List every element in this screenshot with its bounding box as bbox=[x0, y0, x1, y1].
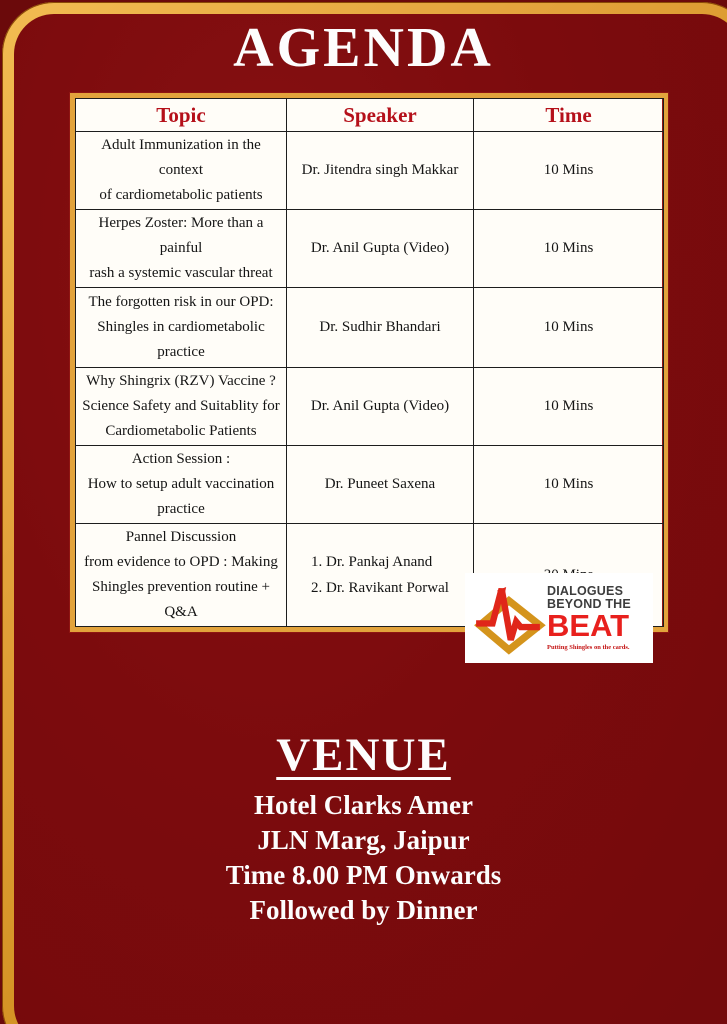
time-cell: 10 Mins bbox=[474, 446, 664, 524]
table-row bbox=[76, 132, 664, 210]
time-cell: 10 Mins bbox=[474, 210, 664, 288]
page-title: AGENDA bbox=[233, 17, 494, 79]
time-cell: 10 Mins bbox=[474, 132, 664, 210]
speaker-cell bbox=[287, 524, 474, 627]
venue-time: Time 8.00 PM Onwards bbox=[225, 860, 502, 890]
venue-address: JLN Marg, Jaipur bbox=[257, 825, 470, 855]
speaker-list-item: 1. Dr. Pankaj Anand bbox=[311, 554, 433, 570]
column-header-topic: Topic bbox=[76, 99, 287, 132]
logo-line2: BEYOND THE bbox=[547, 596, 631, 611]
dialogues-beyond-the-beat-logo bbox=[465, 573, 653, 663]
venue-dinner: Followed by Dinner bbox=[249, 895, 478, 925]
table-row bbox=[76, 446, 664, 524]
topic-cell: The forgotten risk in our OPD: Shingles in cardiometabolic practice bbox=[76, 288, 287, 368]
speaker-cell: Dr. Puneet Saxena bbox=[287, 446, 474, 524]
agenda-table bbox=[70, 93, 668, 632]
column-header-speaker: Speaker bbox=[287, 99, 474, 132]
topic-cell: Why Shingrix (RZV) Vaccine ? Science Safety and Suitablity for Cardiometabolic Patients bbox=[76, 368, 287, 446]
venue-hotel: Hotel Clarks Amer bbox=[254, 790, 473, 820]
logo-beat-wordmark: BEAT bbox=[547, 607, 630, 643]
topic-cell: Pannel Discussion from evidence to OPD : Making Shingles prevention routine + Q&A bbox=[76, 524, 287, 627]
topic-cell: Action Session : How to setup adult vaccination practice bbox=[76, 446, 287, 524]
venue-title: VENUE bbox=[276, 729, 451, 781]
speaker-cell: Dr. Anil Gupta (Video) bbox=[287, 210, 474, 288]
speaker-cell: Dr. Jitendra singh Makkar bbox=[287, 132, 474, 210]
speaker-list-item: 2. Dr. Ravikant Porwal bbox=[311, 580, 449, 596]
time-cell: 10 Mins bbox=[474, 368, 664, 446]
venue-details bbox=[0, 788, 727, 928]
table-row bbox=[76, 210, 664, 288]
diamond-heartbeat-icon bbox=[467, 576, 549, 660]
table-row bbox=[76, 368, 664, 446]
topic-cell: Herpes Zoster: More than a painful rash a systemic vascular threat bbox=[76, 210, 287, 288]
logo-line1: DIALOGUES bbox=[547, 583, 624, 598]
table-header-row bbox=[76, 99, 664, 132]
logo-tagline: Putting Shingles on the cards. bbox=[547, 643, 630, 651]
time-cell: 10 Mins bbox=[474, 288, 664, 368]
speaker-cell: Dr. Anil Gupta (Video) bbox=[287, 368, 474, 446]
table-row bbox=[76, 288, 664, 368]
speaker-cell: Dr. Sudhir Bhandari bbox=[287, 288, 474, 368]
topic-cell: Adult Immunization in the context of cardiometabolic patients bbox=[76, 132, 287, 210]
column-header-time: Time bbox=[474, 99, 664, 132]
